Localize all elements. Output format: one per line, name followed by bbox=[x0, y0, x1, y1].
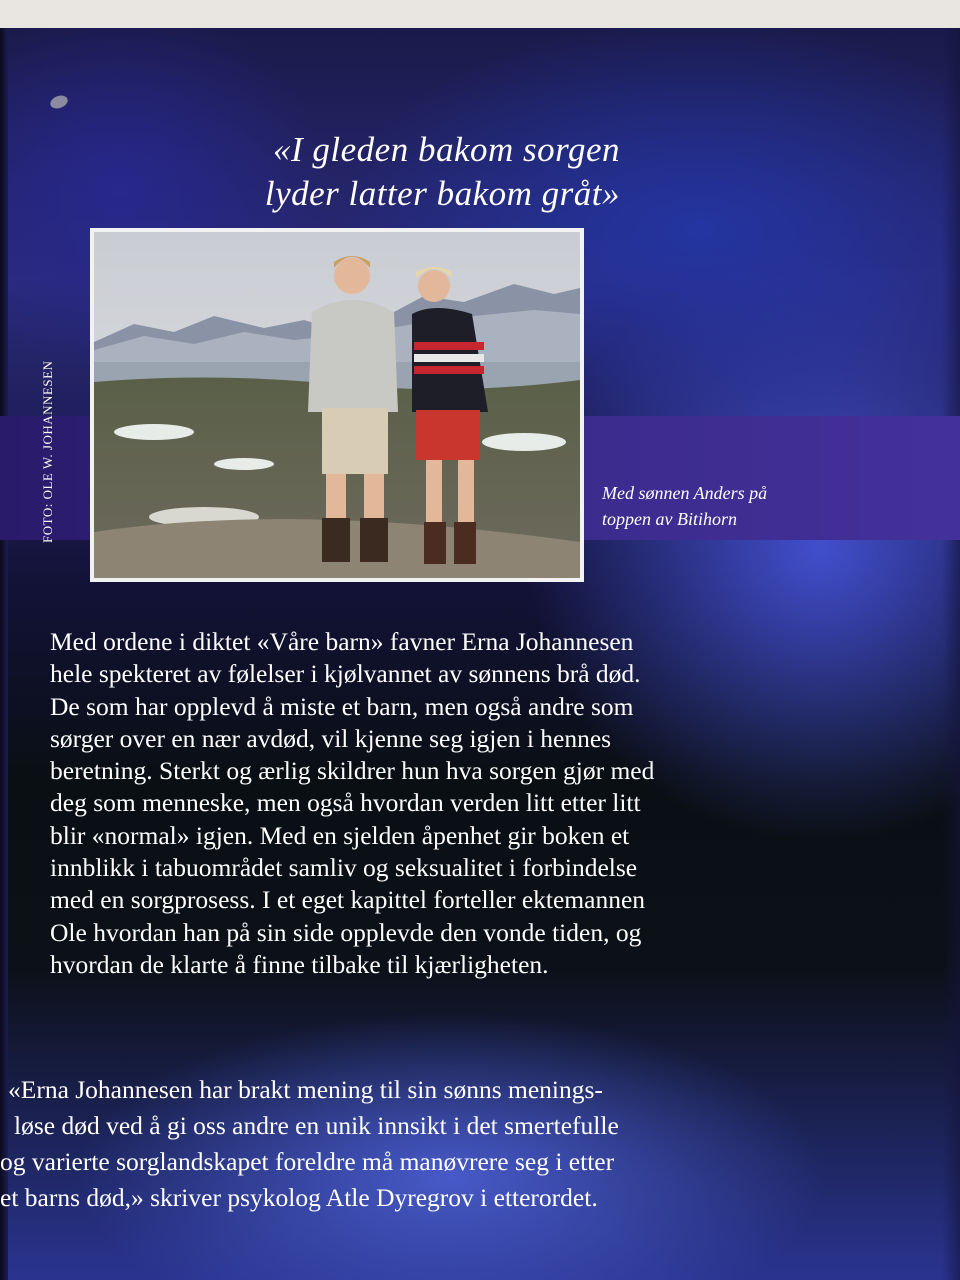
book-back-cover bbox=[0, 28, 960, 1280]
caption-line-2: toppen av Bitihorn bbox=[602, 509, 737, 529]
photo-caption bbox=[602, 480, 862, 532]
quote-line-1: «I gleden bakom sorgen bbox=[273, 130, 620, 169]
body-line: hele spekteret av følelser i kjølvannet av sønnens brå død. bbox=[50, 659, 641, 689]
quote-line-2: lyder latter bakom gråt» bbox=[264, 174, 620, 213]
photo-frame bbox=[90, 228, 584, 582]
blurb-line: løse død ved å gi oss andre en unik innsikt i det smertefulle bbox=[14, 1111, 619, 1140]
body-line: De som har opplevd å miste et barn, men også andre som bbox=[50, 691, 634, 721]
body-line: beretning. Sterkt og ærlig skildrer hun hva sorgen gjør med bbox=[50, 756, 655, 786]
photo-illustration bbox=[94, 232, 580, 578]
body-line: Med ordene i diktet «Våre barn» favner Erna Johannesen bbox=[50, 627, 634, 656]
blurb-line: og varierte sorglandskapet foreldre må manøvrere seg i etter bbox=[0, 1147, 615, 1176]
mountain-photo bbox=[94, 232, 580, 578]
photo-credit: FOTO: OLE W. JOHANNESEN bbox=[40, 360, 55, 543]
blurb-line: et barns død,» skriver psykolog Atle Dyregrov i etterordet. bbox=[0, 1183, 598, 1212]
body-line: med en sorgprosess. I et eget kapittel forteller ektemannen bbox=[50, 885, 646, 915]
body-line: blir «normal» igjen. Med en sjelden åpenhet gir boken et bbox=[50, 820, 630, 850]
review-blurb bbox=[0, 1072, 960, 1216]
body-line: hvordan de klarte å finne tilbake til kjærligheten. bbox=[50, 949, 549, 979]
cover-quote bbox=[100, 128, 620, 216]
caption-line-1: Med sønnen Anders på bbox=[602, 483, 768, 503]
body-line: sørger over en nær avdød, vil kjenne seg igjen i hennes bbox=[50, 723, 612, 753]
body-line: Ole hvordan han på sin side opplevde den vonde tiden, og bbox=[50, 917, 642, 947]
description-paragraph bbox=[50, 626, 910, 981]
cover-scuff-mark bbox=[48, 93, 69, 110]
blurb-line: «Erna Johannesen har brakt mening til sin sønns menings- bbox=[8, 1075, 603, 1104]
body-line: innblikk i tabuområdet samliv og seksualitet i forbindelse bbox=[50, 853, 638, 883]
body-line: deg som menneske, men også hvordan verden litt etter litt bbox=[50, 788, 641, 818]
